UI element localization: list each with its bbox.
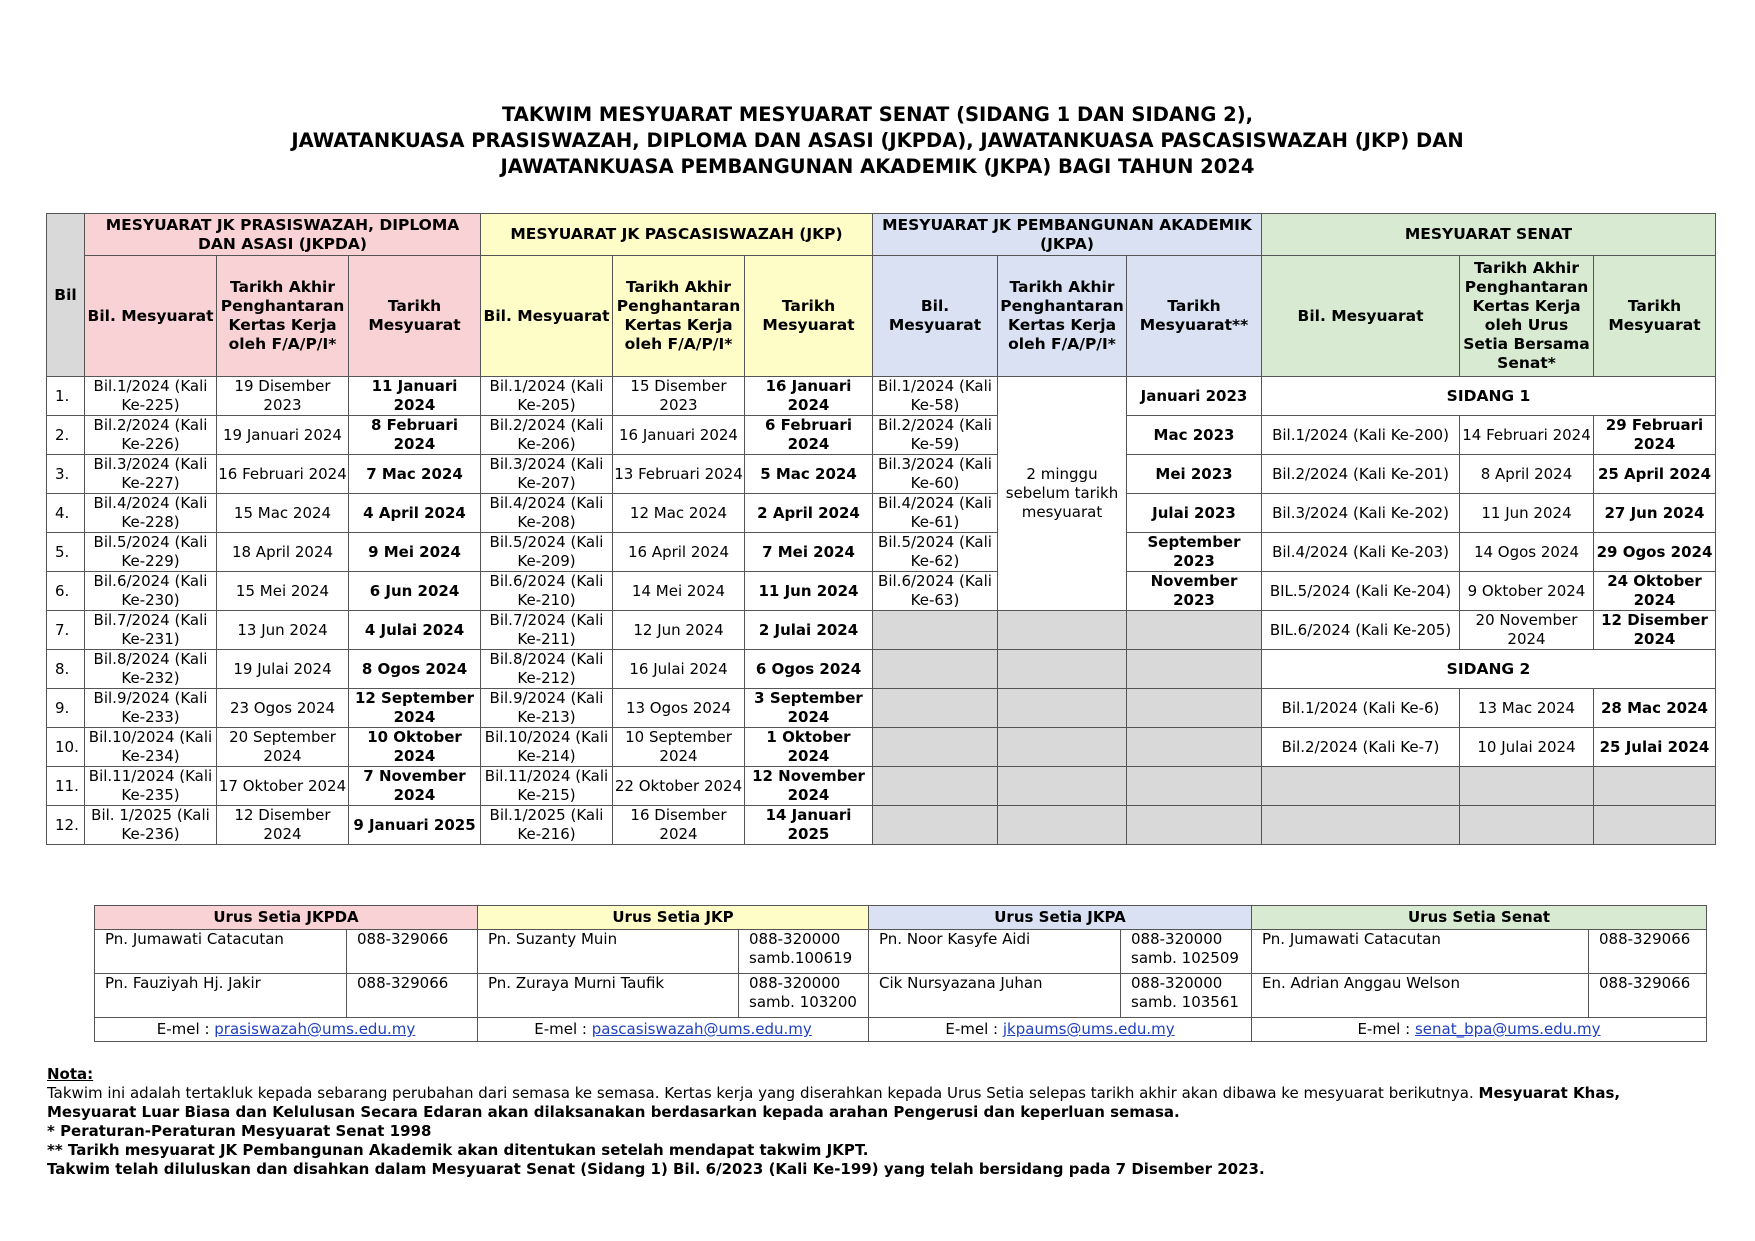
senat-date: 29 Ogos 2024 [1594,533,1716,572]
col-header: Tarikh Akhir Penghantaran Kertas Kerja oleh F/A/P/I* [613,256,745,377]
page-title [0,102,1755,180]
jkp-date: 5 Mac 2024 [745,455,873,494]
jkpda-deadline: 19 Disember 2023 [217,377,349,416]
email-jkpda: E-mel : prasiswazah@ums.edu.my [95,1018,478,1042]
jkpda-bil: Bil.9/2024 (Kali Ke-233) [85,689,217,728]
staff-name: Pn. Jumawati Catacutan [1252,930,1589,974]
jkp-bil: Bil.5/2024 (Kali Ke-209) [481,533,613,572]
jkpda-deadline: 19 Julai 2024 [217,650,349,689]
jkpda-bil: Bil.8/2024 (Kali Ke-232) [85,650,217,689]
empty-cell [873,806,998,845]
jkpda-date: 11 Januari 2024 [349,377,481,416]
row-number: 8. [47,650,85,689]
jkpda-date: 8 Februari 2024 [349,416,481,455]
notes-section [47,1065,1707,1179]
table-row [47,455,1716,494]
staff-phone: 088-320000 samb.100619 [739,930,869,974]
jkp-deadline: 14 Mei 2024 [613,572,745,611]
jkpda-bil: Bil.2/2024 (Kali Ke-226) [85,416,217,455]
jkpda-deadline: 15 Mac 2024 [217,494,349,533]
jkpda-date: 7 November 2024 [349,767,481,806]
staff-header-jkp: Urus Setia JKP [478,906,869,930]
empty-cell [1127,650,1262,689]
jkp-deadline: 15 Disember 2023 [613,377,745,416]
senat-date: 12 Disember 2024 [1594,611,1716,650]
col-header: Tarikh Akhir Penghantaran Kertas Kerja oleh F/A/P/I* [217,256,349,377]
note-double-asterisk: ** Tarikh mesyuarat JK Pembangunan Akademik akan ditentukan setelah mendapat takwim JKPT. [47,1141,869,1159]
jkp-bil: Bil.1/2025 (Kali Ke-216) [481,806,613,845]
senat-bil: Bil.4/2024 (Kali Ke-203) [1262,533,1460,572]
staff-phone: 088-320000 samb. 102509 [1121,930,1252,974]
table-row [47,689,1716,728]
staff-name: Pn. Noor Kasyfe Aidi [869,930,1121,974]
empty-cell [1262,806,1460,845]
jkpa-date: Mei 2023 [1127,455,1262,494]
empty-cell [1460,806,1594,845]
jkpa-date: Januari 2023 [1127,377,1262,416]
row-number: 10. [47,728,85,767]
senat-deadline: 11 Jun 2024 [1460,494,1594,533]
jkp-bil: Bil.9/2024 (Kali Ke-213) [481,689,613,728]
jkp-bil: Bil.7/2024 (Kali Ke-211) [481,611,613,650]
jkpa-bil: Bil.3/2024 (Kali Ke-60) [873,455,998,494]
jkp-deadline: 16 Januari 2024 [613,416,745,455]
row-number: 4. [47,494,85,533]
senat-date: 28 Mac 2024 [1594,689,1716,728]
sidang-2-label: SIDANG 2 [1262,650,1716,689]
jkpda-bil: Bil.4/2024 (Kali Ke-228) [85,494,217,533]
empty-cell [873,767,998,806]
empty-cell [1594,806,1716,845]
empty-cell [1127,611,1262,650]
table-row [47,767,1716,806]
jkpa-bil: Bil.5/2024 (Kali Ke-62) [873,533,998,572]
jkp-date: 12 November 2024 [745,767,873,806]
jkp-date: 7 Mei 2024 [745,533,873,572]
table-row [47,611,1716,650]
jkpda-bil: Bil.7/2024 (Kali Ke-231) [85,611,217,650]
col-header: Tarikh Mesyuarat [349,256,481,377]
jkpa-date: Mac 2023 [1127,416,1262,455]
jkpa-date: Julai 2023 [1127,494,1262,533]
staff-name: Pn. Suzanty Muin [478,930,739,974]
staff-phone: 088-329066 [347,974,478,1018]
table-row [47,572,1716,611]
jkp-date: 1 Oktober 2024 [745,728,873,767]
notes-paragraph-cont: Mesyuarat Luar Biasa dan Kelulusan Secara Edaran akan dilaksanakan berdasarkan kepada arahan Pengerusi dan keperluan semasa. [47,1103,1180,1121]
row-number: 7. [47,611,85,650]
jkpda-deadline: 20 September 2024 [217,728,349,767]
jkp-bil: Bil.1/2024 (Kali Ke-205) [481,377,613,416]
empty-cell [998,767,1127,806]
staff-header-senat: Urus Setia Senat [1252,906,1707,930]
staff-phone: 088-320000 samb. 103561 [1121,974,1252,1018]
jkp-bil: Bil.2/2024 (Kali Ke-206) [481,416,613,455]
senat-date: 27 Jun 2024 [1594,494,1716,533]
jkpda-bil: Bil.1/2024 (Kali Ke-225) [85,377,217,416]
jkpda-bil: Bil.10/2024 (Kali Ke-234) [85,728,217,767]
jkp-bil: Bil.4/2024 (Kali Ke-208) [481,494,613,533]
jkpa-date: September 2023 [1127,533,1262,572]
col-header: Bil. Mesyuarat [873,256,998,377]
senat-bil: Bil.2/2024 (Kali Ke-201) [1262,455,1460,494]
jkp-bil: Bil.8/2024 (Kali Ke-212) [481,650,613,689]
row-number: 11. [47,767,85,806]
empty-cell [998,806,1127,845]
row-number: 5. [47,533,85,572]
staff-name: Cik Nursyazana Juhan [869,974,1121,1018]
header-bil: Bil [47,214,85,377]
table-row [47,377,1716,416]
empty-cell [998,728,1127,767]
jkpda-bil: Bil. 1/2025 (Kali Ke-236) [85,806,217,845]
title-line-2: JAWATANKUASA PRASISWAZAH, DIPLOMA DAN ASASI (JKPDA), JAWATANKUASA PASCASISWAZAH (JKP) DAN [291,129,1464,152]
staff-phone: 088-329066 [1589,930,1707,974]
jkpda-deadline: 23 Ogos 2024 [217,689,349,728]
senat-deadline: 8 April 2024 [1460,455,1594,494]
empty-cell [873,728,998,767]
senat-bil: BIL.5/2024 (Kali Ke-204) [1262,572,1460,611]
staff-phone: 088-320000 samb. 103200 [739,974,869,1018]
senat-deadline: 10 Julai 2024 [1460,728,1594,767]
jkpda-date: 10 Oktober 2024 [349,728,481,767]
table-row [47,416,1716,455]
jkp-date: 16 Januari 2024 [745,377,873,416]
jkpda-date: 6 Jun 2024 [349,572,481,611]
note-asterisk: * Peraturan-Peraturan Mesyuarat Senat 1998 [47,1122,432,1140]
jkpda-bil: Bil.11/2024 (Kali Ke-235) [85,767,217,806]
empty-cell [873,611,998,650]
empty-cell [998,611,1127,650]
jkp-deadline: 10 September 2024 [613,728,745,767]
email-link-senat[interactable]: senat_bpa@ums.edu.my [1414,1020,1601,1038]
col-header: Bil. Mesyuarat [1262,256,1460,377]
title-line-3: JAWATANKUASA PEMBANGUNAN AKADEMIK (JKPA) BAGI TAHUN 2024 [500,155,1255,178]
jkpa-bil: Bil.1/2024 (Kali Ke-58) [873,377,998,416]
jkp-deadline: 22 Oktober 2024 [613,767,745,806]
senat-date: 25 Julai 2024 [1594,728,1716,767]
secretariat-table [94,905,1707,1042]
jkp-date: 6 Februari 2024 [745,416,873,455]
email-jkp: E-mel : pascasiswazah@ums.edu.my [478,1018,869,1042]
empty-cell [873,689,998,728]
col-header: Tarikh Akhir Penghantaran Kertas Kerja oleh F/A/P/I* [998,256,1127,377]
jkp-bil: Bil.3/2024 (Kali Ke-207) [481,455,613,494]
col-header: Bil. Mesyuarat [481,256,613,377]
col-header: Tarikh Akhir Penghantaran Kertas Kerja oleh Urus Setia Bersama Senat* [1460,256,1594,377]
empty-cell [998,650,1127,689]
jkpda-deadline: 17 Oktober 2024 [217,767,349,806]
empty-cell [1127,767,1262,806]
senat-bil: Bil.2/2024 (Kali Ke-7) [1262,728,1460,767]
jkp-deadline: 12 Mac 2024 [613,494,745,533]
email-link-jkpda[interactable]: prasiswazah@ums.edu.my [214,1020,416,1038]
jkpda-deadline: 19 Januari 2024 [217,416,349,455]
row-number: 1. [47,377,85,416]
senat-bil: Bil.1/2024 (Kali Ke-200) [1262,416,1460,455]
staff-name: Pn. Zuraya Murni Taufik [478,974,739,1018]
jkpda-date: 7 Mac 2024 [349,455,481,494]
staff-phone: 088-329066 [1589,974,1707,1018]
senat-deadline: 14 Februari 2024 [1460,416,1594,455]
jkp-deadline: 16 Disember 2024 [613,806,745,845]
table-row [47,494,1716,533]
notes-paragraph: Takwim ini adalah tertakluk kepada sebarang perubahan dari semasa ke semasa. Kertas kerja yang diserahkan kepada Urus Setia selepas tarikh akhir akan dibawa ke mesyuarat berikutnya. Mesyuarat Khas, [47,1084,1621,1102]
jkp-deadline: 16 Julai 2024 [613,650,745,689]
email-link-jkp[interactable]: pascasiswazah@ums.edu.my [591,1020,812,1038]
jkpa-bil: Bil.2/2024 (Kali Ke-59) [873,416,998,455]
senat-deadline: 20 November 2024 [1460,611,1594,650]
jkpa-bil: Bil.6/2024 (Kali Ke-63) [873,572,998,611]
empty-cell [1127,728,1262,767]
jkpda-deadline: 12 Disember 2024 [217,806,349,845]
col-header: Tarikh Mesyuarat [745,256,873,377]
empty-cell [1460,767,1594,806]
senat-date: 24 Oktober 2024 [1594,572,1716,611]
header-jkpda: MESYUARAT JK PRASISWAZAH, DIPLOMA DAN ASASI (JKPDA) [85,214,481,256]
jkp-deadline: 13 Ogos 2024 [613,689,745,728]
senat-deadline: 14 Ogos 2024 [1460,533,1594,572]
senat-date: 29 Februari 2024 [1594,416,1716,455]
jkpda-bil: Bil.5/2024 (Kali Ke-229) [85,533,217,572]
col-header: Tarikh Mesyuarat** [1127,256,1262,377]
notes-heading: Nota: [47,1065,94,1083]
row-number: 12. [47,806,85,845]
empty-cell [1127,806,1262,845]
row-number: 2. [47,416,85,455]
title-line-1: TAKWIM MESYUARAT MESYUARAT SENAT (SIDANG 1 DAN SIDANG 2), [501,103,1254,126]
empty-cell [1262,767,1460,806]
jkp-bil: Bil.10/2024 (Kali Ke-214) [481,728,613,767]
jkpda-date: 12 September 2024 [349,689,481,728]
senat-bil: Bil.3/2024 (Kali Ke-202) [1262,494,1460,533]
jkpda-deadline: 13 Jun 2024 [217,611,349,650]
jkpda-date: 9 Januari 2025 [349,806,481,845]
jkpa-deadline-note: 2 minggu sebelum tarikh mesyuarat [998,377,1127,611]
jkp-date: 2 Julai 2024 [745,611,873,650]
jkpda-date: 4 Julai 2024 [349,611,481,650]
header-jkp: MESYUARAT JK PASCASISWAZAH (JKP) [481,214,873,256]
jkp-deadline: 12 Jun 2024 [613,611,745,650]
jkp-deadline: 13 Februari 2024 [613,455,745,494]
email-link-jkpa[interactable]: jkpaums@ums.edu.my [1002,1020,1175,1038]
staff-header-jkpda: Urus Setia JKPDA [95,906,478,930]
header-jkpa: MESYUARAT JK PEMBANGUNAN AKADEMIK (JKPA) [873,214,1262,256]
empty-cell [998,689,1127,728]
jkpa-date: November 2023 [1127,572,1262,611]
jkp-date: 11 Jun 2024 [745,572,873,611]
jkp-bil: Bil.11/2024 (Kali Ke-215) [481,767,613,806]
table-row [47,650,1716,689]
jkpda-deadline: 15 Mei 2024 [217,572,349,611]
senat-deadline: 9 Oktober 2024 [1460,572,1594,611]
empty-cell [1594,767,1716,806]
jkp-date: 3 September 2024 [745,689,873,728]
senat-date: 25 April 2024 [1594,455,1716,494]
note-approval: Takwim telah diluluskan dan disahkan dalam Mesyuarat Senat (Sidang 1) Bil. 6/2023 (Kali Ke-199) yang telah bersidang pada 7 Disember 2023. [47,1160,1265,1178]
table-row [47,533,1716,572]
jkpda-bil: Bil.6/2024 (Kali Ke-230) [85,572,217,611]
staff-name: Pn. Jumawati Catacutan [95,930,347,974]
sidang-1-label: SIDANG 1 [1262,377,1716,416]
empty-cell [873,650,998,689]
staff-name: Pn. Fauziyah Hj. Jakir [95,974,347,1018]
empty-cell [1127,689,1262,728]
row-number: 3. [47,455,85,494]
table-row [47,728,1716,767]
jkpda-deadline: 18 April 2024 [217,533,349,572]
email-senat: E-mel : senat_bpa@ums.edu.my [1252,1018,1707,1042]
staff-phone: 088-329066 [347,930,478,974]
staff-name: En. Adrian Anggau Welson [1252,974,1589,1018]
jkpda-deadline: 16 Februari 2024 [217,455,349,494]
jkpda-bil: Bil.3/2024 (Kali Ke-227) [85,455,217,494]
calendar-table [46,213,1716,845]
row-number: 9. [47,689,85,728]
jkp-bil: Bil.6/2024 (Kali Ke-210) [481,572,613,611]
jkp-deadline: 16 April 2024 [613,533,745,572]
jkp-date: 14 Januari 2025 [745,806,873,845]
jkpda-date: 9 Mei 2024 [349,533,481,572]
email-jkpa: E-mel : jkpaums@ums.edu.my [869,1018,1252,1042]
jkpda-date: 4 April 2024 [349,494,481,533]
staff-header-jkpa: Urus Setia JKPA [869,906,1252,930]
jkpda-date: 8 Ogos 2024 [349,650,481,689]
table-row [47,806,1716,845]
senat-deadline: 13 Mac 2024 [1460,689,1594,728]
col-header: Tarikh Mesyuarat [1594,256,1716,377]
jkpa-bil: Bil.4/2024 (Kali Ke-61) [873,494,998,533]
row-number: 6. [47,572,85,611]
header-senat: MESYUARAT SENAT [1262,214,1716,256]
senat-bil: BIL.6/2024 (Kali Ke-205) [1262,611,1460,650]
senat-bil: Bil.1/2024 (Kali Ke-6) [1262,689,1460,728]
jkp-date: 2 April 2024 [745,494,873,533]
col-header: Bil. Mesyuarat [85,256,217,377]
jkp-date: 6 Ogos 2024 [745,650,873,689]
